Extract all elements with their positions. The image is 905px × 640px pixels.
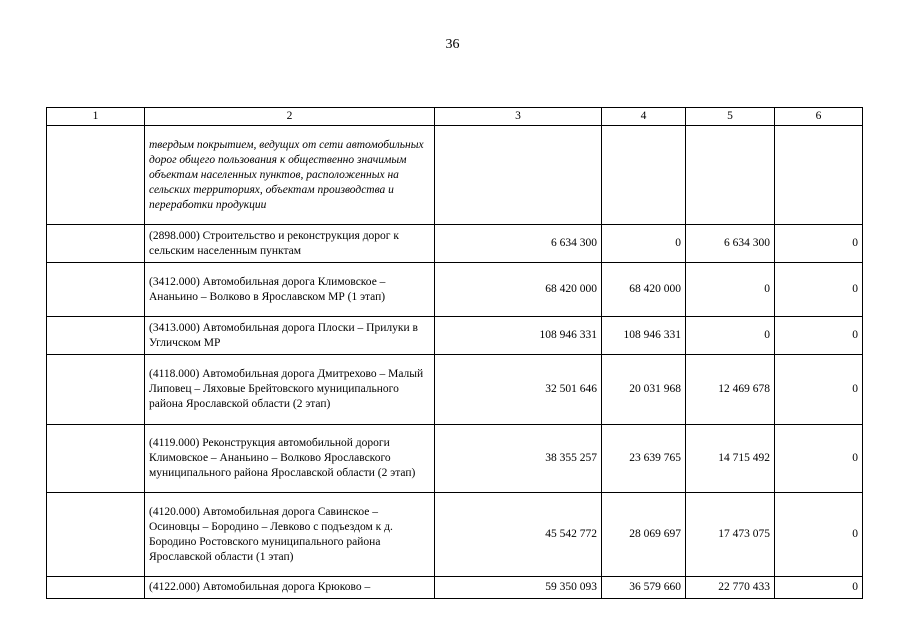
cell-index — [47, 425, 145, 493]
table-row — [47, 263, 863, 317]
cell-col6 — [775, 126, 863, 225]
cell-name: (3413.000) Автомобильная дорога Плоски – Прилуки в Угличском МР — [145, 317, 435, 355]
cell-index — [47, 355, 145, 425]
cell-col5: 17 473 075 — [686, 493, 775, 577]
cell-col6: 0 — [775, 425, 863, 493]
cell-total: 32 501 646 — [435, 355, 602, 425]
column-header-3: 3 — [435, 108, 602, 126]
cell-col5 — [686, 126, 775, 225]
cell-col4: 0 — [602, 225, 686, 263]
cell-index — [47, 225, 145, 263]
cell-col6: 0 — [775, 493, 863, 577]
cell-index — [47, 263, 145, 317]
cell-total: 59 350 093 — [435, 577, 602, 599]
cell-name: твердым покрытием, ведущих от сети автомобильных дорог общего пользования к общественно значимым объектам населенных пунктов, расположенных на сельских территориях, объектам производства и переработки продукции — [145, 126, 435, 225]
column-header-5: 5 — [686, 108, 775, 126]
page-number: 36 — [445, 37, 460, 52]
cell-name: (4118.000) Автомобильная дорога Дмитрехово – Малый Липовец – Ляховые Брейтовского муниципального района Ярославской области (2 этап) — [145, 355, 435, 425]
cell-col5: 0 — [686, 263, 775, 317]
budget-table — [46, 107, 863, 599]
cell-name: (2898.000) Строительство и реконструкция дорог к сельским населенным пунктам — [145, 225, 435, 263]
cell-total: 68 420 000 — [435, 263, 602, 317]
cell-total: 38 355 257 — [435, 425, 602, 493]
cell-col5: 22 770 433 — [686, 577, 775, 599]
cell-total: 45 542 772 — [435, 493, 602, 577]
cell-col6: 0 — [775, 577, 863, 599]
table-row — [47, 493, 863, 577]
cell-name: (4122.000) Автомобильная дорога Крюково – — [145, 577, 435, 599]
column-header-2: 2 — [145, 108, 435, 126]
cell-col4: 28 069 697 — [602, 493, 686, 577]
column-header-6: 6 — [775, 108, 863, 126]
table-row — [47, 425, 863, 493]
cell-total — [435, 126, 602, 225]
cell-index — [47, 126, 145, 225]
cell-col6: 0 — [775, 263, 863, 317]
table-row — [47, 355, 863, 425]
cell-col5: 12 469 678 — [686, 355, 775, 425]
cell-col6: 0 — [775, 317, 863, 355]
table-row — [47, 126, 863, 225]
cell-index — [47, 493, 145, 577]
cell-col4: 20 031 968 — [602, 355, 686, 425]
cell-col5: 14 715 492 — [686, 425, 775, 493]
cell-name: (3412.000) Автомобильная дорога Климовское – Ананьино – Волково в Ярославском МР (1 этап) — [145, 263, 435, 317]
table-header-row — [47, 108, 863, 126]
cell-col4: 108 946 331 — [602, 317, 686, 355]
cell-col6: 0 — [775, 225, 863, 263]
table-row — [47, 577, 863, 599]
cell-name: (4120.000) Автомобильная дорога Савинское – Осиновцы – Бородино – Левково с подъездом к д. Бородино Ростовского муниципального района Ярославской области (1 этап) — [145, 493, 435, 577]
cell-col6: 0 — [775, 355, 863, 425]
cell-total: 108 946 331 — [435, 317, 602, 355]
cell-col5: 6 634 300 — [686, 225, 775, 263]
cell-total: 6 634 300 — [435, 225, 602, 263]
cell-col4 — [602, 126, 686, 225]
column-header-4: 4 — [602, 108, 686, 126]
cell-col4: 68 420 000 — [602, 263, 686, 317]
cell-col4: 23 639 765 — [602, 425, 686, 493]
cell-name: (4119.000) Реконструкция автомобильной дороги Климовское – Ананьино – Волково Ярославского муниципального района Ярославской области (2 этап) — [145, 425, 435, 493]
cell-col4: 36 579 660 — [602, 577, 686, 599]
table-row — [47, 225, 863, 263]
column-header-1: 1 — [47, 108, 145, 126]
cell-col5: 0 — [686, 317, 775, 355]
table-row — [47, 317, 863, 355]
cell-index — [47, 577, 145, 599]
cell-index — [47, 317, 145, 355]
